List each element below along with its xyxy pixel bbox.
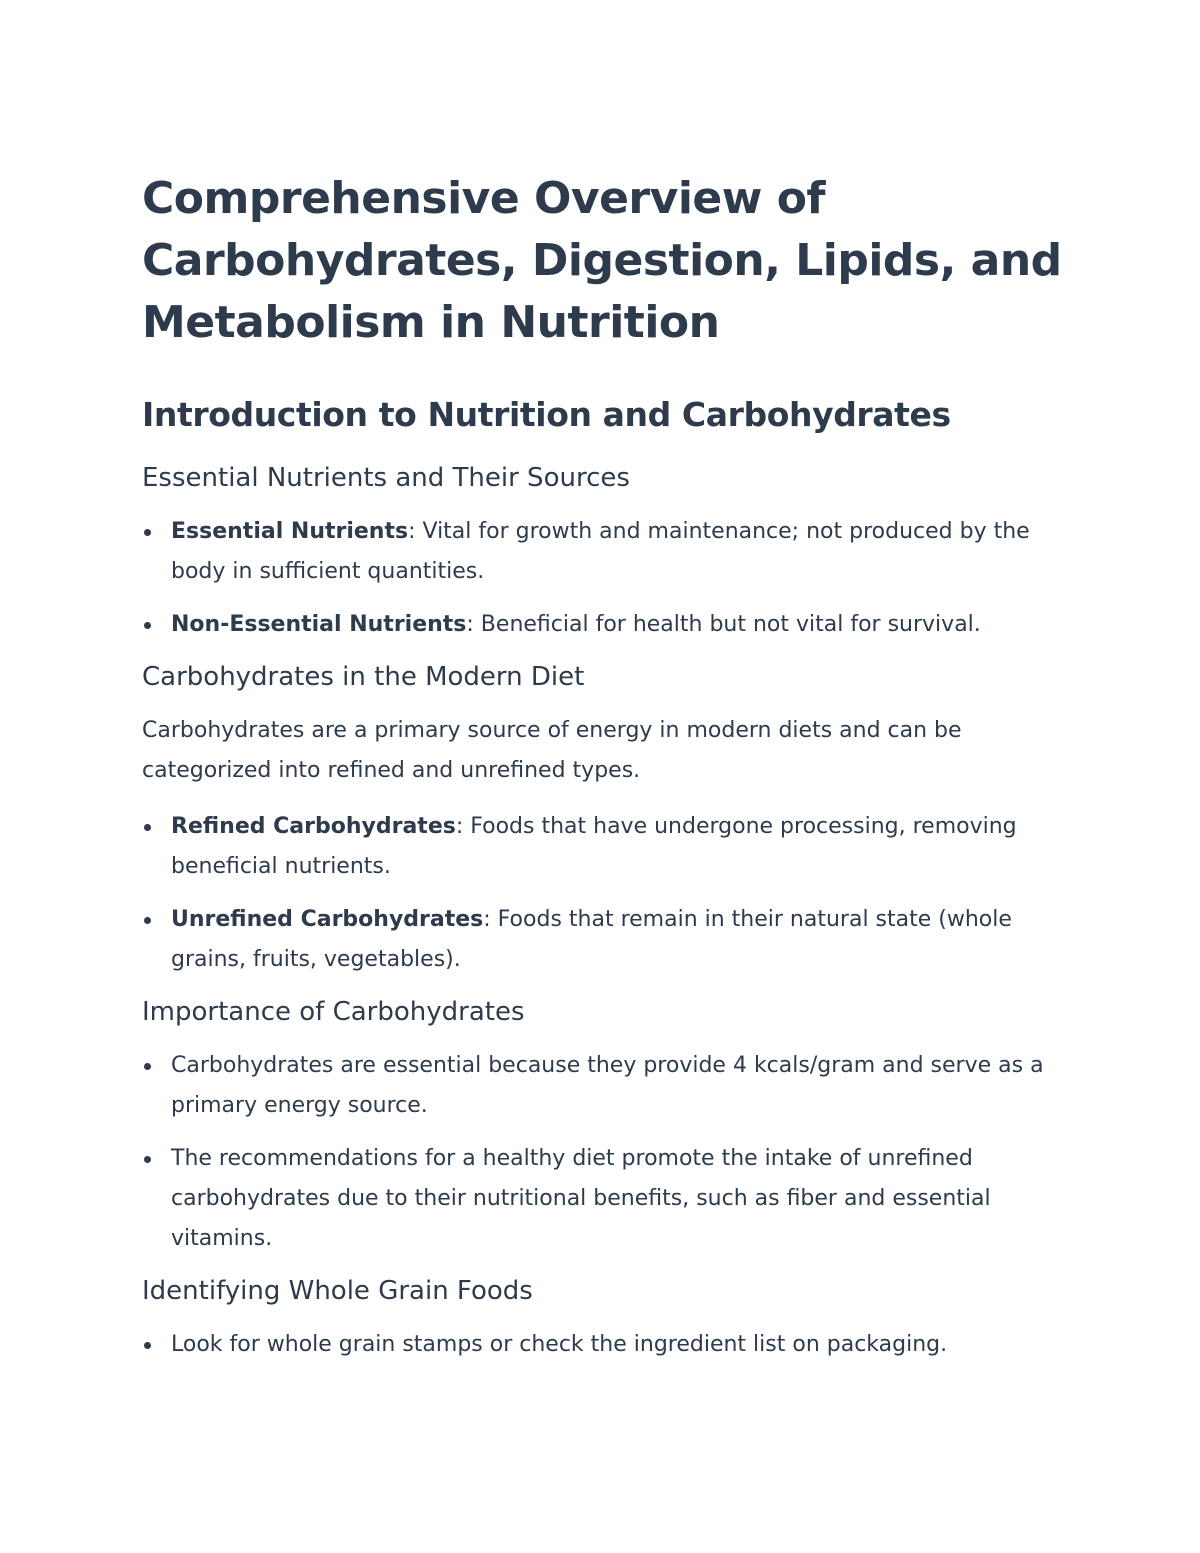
bullet-icon <box>144 622 151 629</box>
bullet-icon <box>144 824 151 831</box>
list-item <box>142 1325 1072 1365</box>
essential-nutrients-list <box>142 512 1072 645</box>
list-item-term: Non-Essential Nutrients <box>171 612 467 637</box>
document-page <box>142 168 1072 1365</box>
modern-diet-list <box>142 807 1072 980</box>
modern-diet-paragraph: Carbohydrates are a primary source of energy in modern diets and can be categorized into refined and unrefined types. <box>142 718 962 783</box>
subsection-heading-modern-diet: Carbohydrates in the Modern Diet <box>142 662 585 692</box>
bullet-icon <box>144 1156 151 1163</box>
whole-grain-list <box>142 1325 1072 1365</box>
bullet-icon <box>144 529 151 536</box>
list-item-text: The recommendations for a healthy diet promote the intake of unrefined carbohydrates due to their nutritional benefits, such as fiber and essential vitamins. <box>171 1146 991 1251</box>
list-item-term: Essential Nutrients <box>171 519 409 544</box>
document-title: Comprehensive Overview of Carbohydrates, Digestion, Lipids, and Metabolism in Nutrition <box>142 173 1062 348</box>
subsection-heading-whole-grain: Identifying Whole Grain Foods <box>142 1276 533 1306</box>
list-item <box>142 512 1072 592</box>
importance-list <box>142 1046 1072 1259</box>
list-item <box>142 900 1072 980</box>
list-item-term: Refined Carbohydrates <box>171 814 456 839</box>
list-item <box>142 1139 1072 1259</box>
list-item <box>142 1046 1072 1126</box>
subsection-heading-importance: Importance of Carbohydrates <box>142 997 525 1027</box>
list-item-text: Look for whole grain stamps or check the ingredient list on packaging. <box>171 1332 948 1357</box>
list-item-term: Unrefined Carbohydrates <box>171 907 484 932</box>
list-item-text: : Beneficial for health but not vital for survival. <box>466 612 981 637</box>
section-heading: Introduction to Nutrition and Carbohydrates <box>142 395 951 434</box>
bullet-icon <box>144 1342 151 1349</box>
list-item-text: Carbohydrates are essential because they provide 4 kcals/gram and serve as a primary energy source. <box>171 1053 1044 1118</box>
list-item-text: : Foods that remain in their natural state (whole grains, fruits, vegetables). <box>171 907 1012 972</box>
subsection-heading-essential-nutrients: Essential Nutrients and Their Sources <box>142 463 630 493</box>
bullet-icon <box>144 917 151 924</box>
list-item-text: : Vital for growth and maintenance; not produced by the body in sufficient quantities. <box>171 519 1030 584</box>
list-item <box>142 807 1072 887</box>
bullet-icon <box>144 1063 151 1070</box>
list-item <box>142 605 1072 645</box>
list-item-text: : Foods that have undergone processing, removing beneficial nutrients. <box>171 814 1017 879</box>
